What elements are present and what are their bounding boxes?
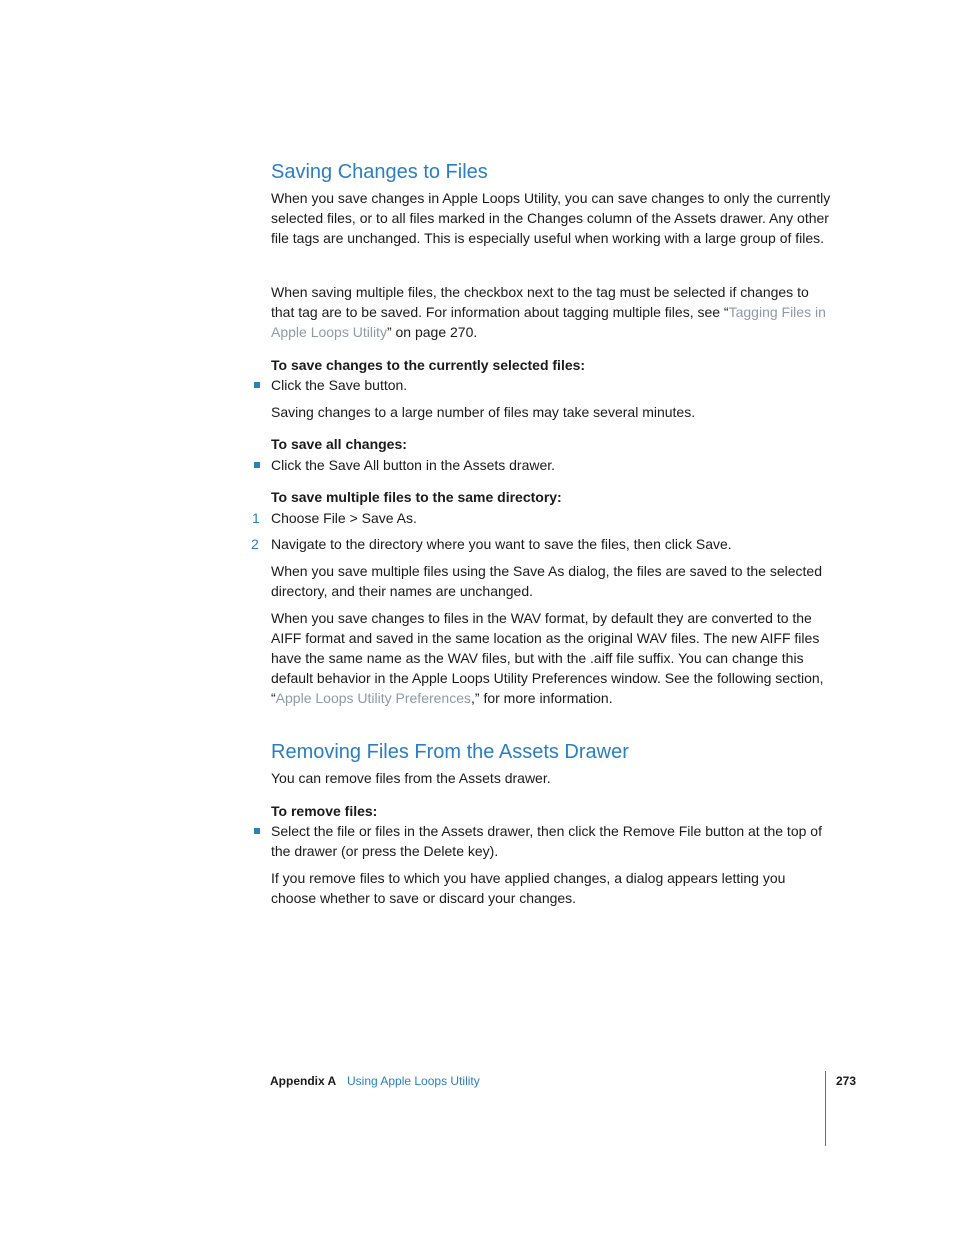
task-heading-save-selected: To save changes to the currently selected files: [271, 357, 586, 373]
footer-divider [825, 1071, 826, 1146]
step-text: Choose File > Save As. [271, 510, 417, 526]
bullet-marker [254, 828, 260, 834]
section-heading-saving-changes: Saving Changes to Files [271, 161, 488, 183]
task-bullet-save-selected: Click the Save button. [271, 377, 408, 393]
bullet-marker [254, 462, 260, 468]
task-note-wav-format [271, 608, 831, 708]
step-number: 1 [252, 510, 260, 526]
task-bullet-remove-files: Select the file or files in the Assets drawer, then click the Remove File button at the top of the drawer (or press the Delete key). [271, 823, 822, 859]
saving-intro-paragraph: When you save changes in Apple Loops Utility, you can save changes to only the currently selected files, or to all files marked in the Changes column of the Assets drawer. Any other file tags are unchanged. This is especially useful when working with a large group of files. [271, 190, 831, 246]
footer-page-number: 273 [836, 1074, 857, 1088]
bullet-marker [254, 382, 260, 388]
task-note-remove-files: If you remove files to which you have applied changes, a dialog appears letting you choose whether to save or discard your changes. [271, 870, 786, 906]
saving-multiple-paragraph [271, 282, 831, 342]
paragraph-text: When you save changes to files in the WAV format, by default they are converted to the AIFF format and saved in the same location as the original WAV files. The new AIFF files have the same name as the WAV files, but with the .aiff file suffix. You can change this default behavior in the Apple Loops Utility Preferences window. See the following section, “ [271, 610, 824, 706]
task-note-save-as-dialog: When you save multiple files using the Save As dialog, the files are saved to the selected directory, and their names are unchanged. [271, 563, 822, 599]
footer-chapter-link[interactable]: Using Apple Loops Utility [347, 1074, 480, 1088]
step-text: Navigate to the directory where you want to save the files, then click Save. [271, 536, 732, 552]
task-heading-remove-files: To remove files: [271, 803, 378, 819]
footer-appendix-label: Appendix A [270, 1074, 337, 1088]
removing-intro-paragraph: You can remove files from the Assets drawer. [271, 770, 551, 786]
paragraph-text: When saving multiple files, the checkbox next to the tag must be selected if changes to that tag are to be saved. For information about tagging multiple files, see “ [271, 284, 809, 320]
tagging-files-link[interactable]: Tagging Files in Apple Loops Utility [271, 304, 826, 340]
task-note-save-selected: Saving changes to a large number of files may take several minutes. [271, 404, 696, 420]
preferences-link[interactable]: Apple Loops Utility Preferences [275, 690, 471, 706]
paragraph-text: ” on page 270. [386, 324, 478, 340]
task-bullet-save-all: Click the Save All button in the Assets drawer. [271, 457, 556, 473]
paragraph-text: ,” for more information. [471, 690, 613, 706]
step-number: 2 [251, 536, 259, 552]
section-heading-removing-files: Removing Files From the Assets Drawer [271, 741, 629, 763]
task-heading-save-multiple: To save multiple files to the same directory: [271, 489, 562, 505]
task-heading-save-all: To save all changes: [271, 436, 407, 452]
